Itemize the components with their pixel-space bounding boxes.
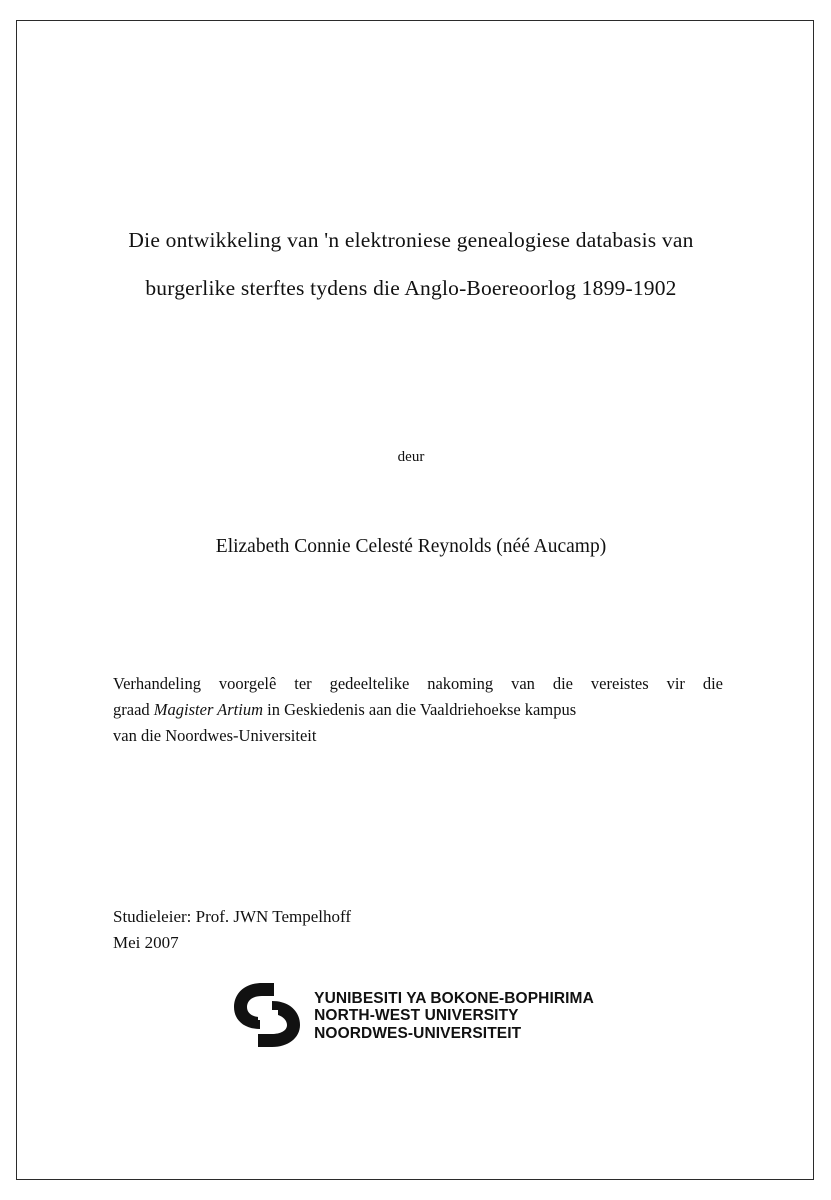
statement-line-2-pre: graad	[113, 700, 154, 719]
degree-name: Magister Artium	[153, 700, 264, 719]
logo-line-2: NORTH-WEST UNIVERSITY	[314, 1007, 519, 1025]
supervisor-block	[113, 904, 633, 956]
by-label: deur	[397, 449, 425, 465]
author-name: Elizabeth Connie Celesté Reynolds (néé Aucamp)	[215, 536, 607, 557]
statement-line-2-post: in Geskiedenis aan die Vaaldriehoekse kampus	[263, 700, 577, 719]
university-logo	[93, 979, 729, 1051]
nwu-logo-icon	[228, 979, 306, 1051]
supervisor-line: Studieleier: Prof. JWN Tempelhoff	[113, 907, 352, 926]
page-content	[93, 21, 729, 1179]
statement-line-2	[113, 697, 723, 723]
degree-statement	[113, 671, 723, 749]
statement-line-3: van die Noordwes-Universiteit	[113, 726, 317, 745]
title-line-1: Die ontwikkeling van 'n elektroniese genealogiese databasis van	[128, 228, 694, 252]
document-page	[16, 20, 814, 1180]
title-line-2: burgerlike sterftes tydens die Anglo-Boereoorlog 1899-1902	[145, 276, 677, 300]
logo-line-3: NOORDWES-UNIVERSITEIT	[314, 1024, 522, 1042]
logo-text-block	[314, 988, 594, 1043]
date-line: Mei 2007	[113, 933, 179, 952]
page-title	[105, 216, 717, 312]
logo-line-1: YUNIBESITI YA BOKONE-BOPHIRIMA	[314, 989, 594, 1007]
statement-line-1: Verhandeling voorgelê ter gedeeltelike nakoming van die vereistes vir die	[113, 674, 723, 693]
